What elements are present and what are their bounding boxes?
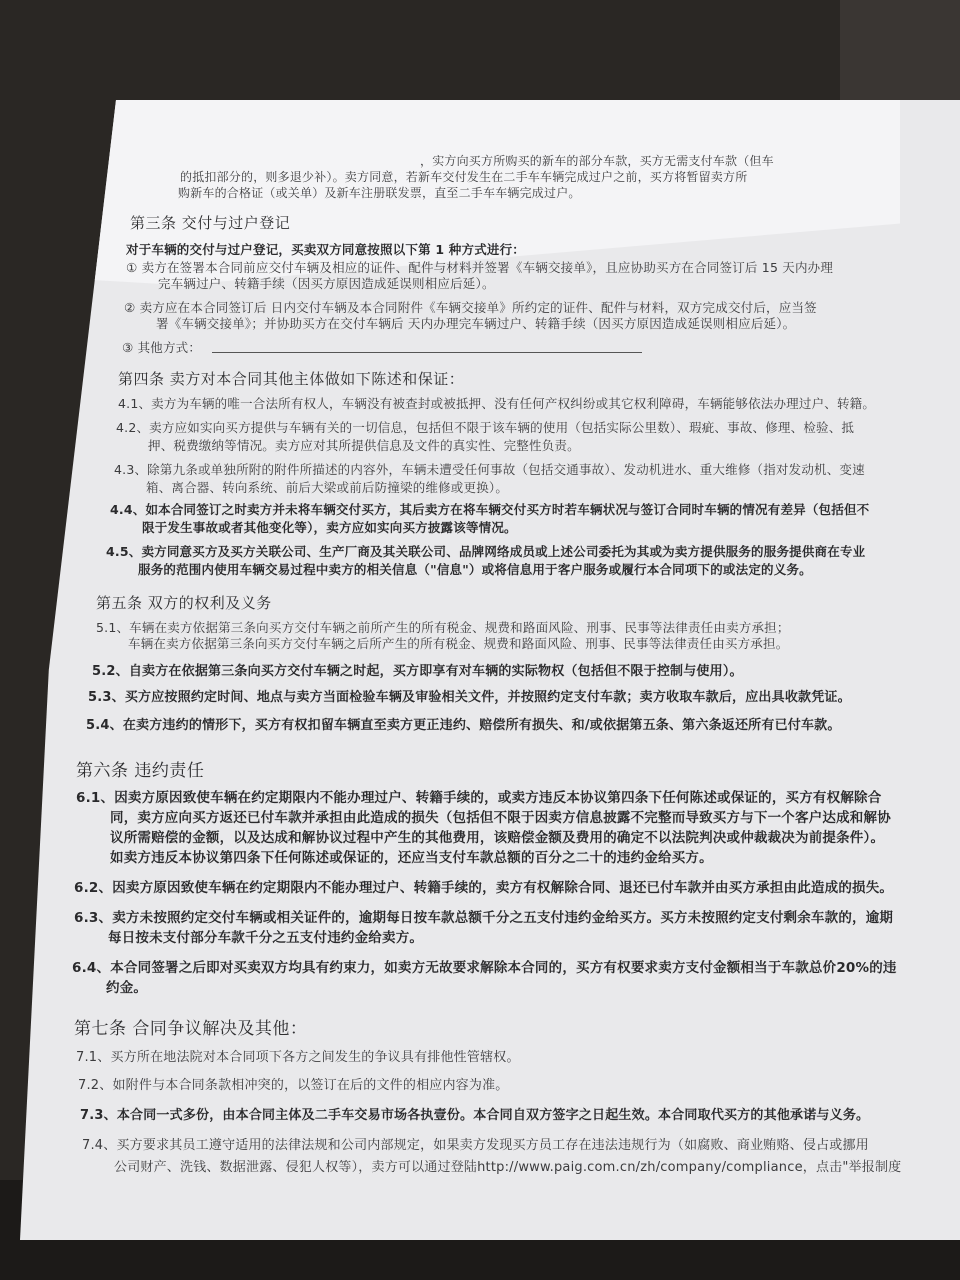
section-4-item-3-line-1: 4.3、除第九条或单独所附的附件所描述的内容外，车辆未遭受任何事故（包括交通事故）、发动机进水、重大维修（指对发动机、变速 (114, 462, 865, 477)
section-6-item-1-line-2: 同，卖方应向买方返还已付车款并承担由此造成的损失（包括但不限于因卖方信息披露不完整而导致买方与下一个客户达成和解协 (110, 810, 891, 826)
section-7-item-4-line-1: 7.4、买方要求其员工遵守适用的法律法规和公司内部规定，如果卖方发现买方员工存在违法违规行为（如腐败、商业贿赂、侵占或挪用 (82, 1138, 869, 1153)
section-6-item-4-line-1: 6.4、本合同签署之后即对买卖双方均具有约束力，如卖方无故要求解除本合同的，买方有权要求卖方支付金额相当于车款总价20%的违 (72, 960, 897, 976)
section-4-item-4-line-2: 限于发生事故或者其他变化等），卖方应如实向买方披露该等情况。 (142, 520, 517, 535)
section-3-other-blank (212, 352, 642, 353)
section-6-item-1-line-3: 议所需赔偿的金额，以及达成和解协议过程中产生的其他费用，该赔偿金额及费用的确定不以法院判决或仲裁裁决为前提条件）。 (110, 830, 885, 846)
section-4-item-2-line-2: 押、税费缴纳等情况。卖方应对其所提供信息及文件的真实性、完整性负责。 (148, 438, 580, 453)
section-3-heading: 第三条 交付与过户登记 (130, 214, 291, 232)
section-7-item-3: 7.3、本合同一式多份，由本合同主体及二手车交易市场各执壹份。本合同自双方签字之日起生效。本合同取代买方的其他承诺与义务。 (80, 1108, 870, 1123)
section-5-item-1-line-1: 5.1、车辆在卖方依据第三条向买方交付车辆之前所产生的所有税金、规费和路面风险、刑事、民事等法律责任由卖方承担； (96, 620, 790, 635)
top-line-1: ，实方向买方所购买的新车的部分车款，买方无需支付车款（但车 (420, 154, 774, 168)
section-3-option-1-line-2: 完车辆过户、转籍手续（因买方原因造成延误则相应后延）。 (158, 276, 495, 291)
section-4-item-2-line-1: 4.2、卖方应如实向买方提供与车辆有关的一切信息，包括但不限于该车辆的使用（包括实际公里数）、瑕疵、事故、修理、检验、抵 (116, 420, 855, 435)
section-7-heading: 第七条 合同争议解决及其他： (74, 1019, 308, 1039)
section-3-option-2-line-2: 署《车辆交接单》；并协助买方在交付车辆后 天内办理完车辆过户、转籍手续（因买方原因造成延误则相应后延）。 (156, 316, 796, 331)
section-5-item-1-line-2: 车辆在卖方依据第三条向买方交付车辆之后所产生的所有税金、规费和路面风险、刑事、民事等法律责任由买方承担。 (128, 636, 789, 651)
top-line-3: 购新车的合格证（或关单）及新车注册联发票，直至二手车车辆完成过户。 (178, 186, 581, 200)
section-4-item-1: 4.1、卖方为车辆的唯一合法所有权人，车辆没有被查封或被抵押、没有任何产权纠纷或其它权利障碍，车辆能够依法办理过户、转籍。 (118, 396, 876, 411)
section-5-item-3: 5.3、买方应按照约定时间、地点与卖方当面检验车辆及审验相关文件，并按照约定支付车款；卖方收取车款后，应出具收款凭证。 (88, 690, 851, 705)
section-4-heading: 第四条 卖方对本合同其他主体做如下陈述和保证： (118, 370, 465, 388)
section-6-item-2: 6.2、因卖方原因致使车辆在约定期限内不能办理过户、转籍手续的，卖方有权解除合同、退还已付车款并由买方承担由此造成的损失。 (74, 880, 894, 896)
section-5-item-2: 5.2、自卖方在依据第三条向买方交付车辆之时起，买方即享有对车辆的实际物权（包括但不限于控制与使用）。 (92, 664, 743, 679)
section-5-heading: 第五条 双方的权利及义务 (96, 594, 272, 612)
section-6-heading: 第六条 违约责任 (76, 761, 205, 781)
section-7-item-1: 7.1、买方所在地法院对本合同项下各方之间发生的争议具有排他性管辖权。 (76, 1050, 520, 1065)
section-4-item-4-line-1: 4.4、如本合同签订之时卖方并未将车辆交付买方，其后卖方在将车辆交付买方时若车辆状况与签订合同时车辆的情况有差异（包括但不 (110, 502, 870, 517)
section-4-item-5-line-2: 服务的范围内使用车辆交易过程中卖方的相关信息（"信息"）或将信息用于客户服务或履行本合同项下的或法定的义务。 (138, 562, 812, 577)
section-4-item-5-line-1: 4.5、卖方同意买方及买方关联公司、生产厂商及其关联公司、品牌网络成员或上述公司委托为其或为卖方提供服务的服务提供商在专业 (106, 544, 866, 559)
section-6-item-4-line-2: 约金。 (106, 980, 148, 996)
section-6-item-1-line-4: 如卖方违反本协议第四条下任何陈述或保证的，还应当支付车款总额的百分之二十的违约金给买方。 (110, 850, 713, 866)
section-4-item-3-line-2: 箱、离合器、转向系统、前后大梁或前后防撞梁的维修或更换）。 (146, 480, 509, 495)
section-3-option-3: ③ 其他方式： (122, 340, 202, 355)
section-6-item-1-line-1: 6.1、因卖方原因致使车辆在约定期限内不能办理过户、转籍手续的，或卖方违反本协议第四条下任何陈述或保证的，买方有权解除合 (76, 790, 882, 806)
section-6-item-3-line-2: 每日按未支付部分车款千分之五支付违约金给卖方。 (108, 930, 424, 946)
top-line-2: 的抵扣部分的，则多退少补）。卖方同意，若新车交付发生在二手车车辆完成过户之前，买方将暂留卖方所 (180, 170, 748, 184)
section-3-intro: 对于车辆的交付与过户登记，买卖双方同意按照以下第 1 种方式进行： (126, 242, 526, 257)
section-7-item-2: 7.2、如附件与本合同条款相冲突的，以签订在后的文件的相应内容为准。 (78, 1078, 509, 1093)
section-6-item-3-line-1: 6.3、卖方未按照约定交付车辆或相关证件的，逾期每日按车款总额千分之五支付违约金给买方。买方未按照约定支付剩余车款的，逾期 (74, 910, 894, 926)
section-3-option-2-line-1: ② 卖方应在本合同签订后 日内交付车辆及本合同附件《车辆交接单》所约定的证件、配件与材料，双方完成交付后，应当签 (124, 300, 817, 315)
section-3-option-1-line-1: ① 卖方在签署本合同前应交付车辆及相应的证件、配件与材料并签署《车辆交接单》，且应协助买方在合同签订后 15 天内办理 (126, 260, 834, 275)
section-7-item-4-line-2: 公司财产、洗钱、数据泄露、侵犯人权等），卖方可以通过登陆http://www.paig.com.cn/zh/company/compliance，点击"举报制度 (114, 1160, 902, 1175)
section-5-item-4: 5.4、在卖方违约的情形下，买方有权扣留车辆直至卖方更正违约、赔偿所有损失、和/或依据第五条、第六条返还所有已付车款。 (86, 718, 841, 733)
